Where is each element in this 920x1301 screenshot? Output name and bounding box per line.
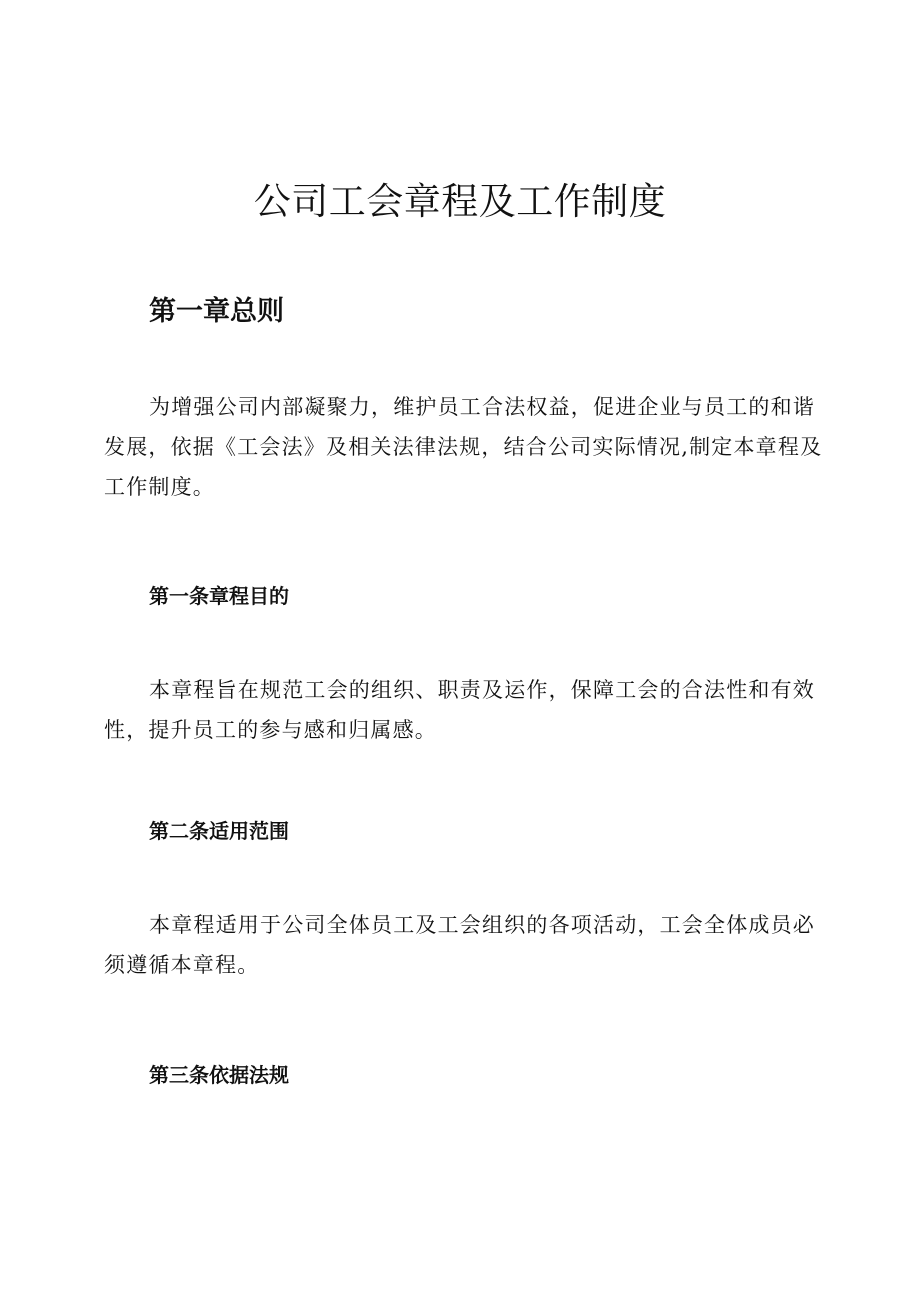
chapter-heading: 第一章总则 — [149, 296, 284, 327]
document-title: 公司工会章程及工作制度 — [253, 180, 667, 223]
article-1-heading: 第一条章程目的 — [149, 584, 289, 608]
chapter-intro-paragraph: 为增强公司内部凝聚力，维护员工合法权益，促进企业与员工的和谐发展，依据《工会法》及相关法律法规，结合公司实际情况,制定本章程及工作制度。 — [104, 395, 823, 499]
article-1-paragraph: 本章程旨在规范工会的组织、职责及运作，保障工会的合法性和有效性，提升员工的参与感和归属感。 — [104, 678, 815, 742]
article-2-heading: 第二条适用范围 — [149, 819, 289, 843]
article-3-heading: 第三条依据法规 — [149, 1063, 289, 1087]
article-2-paragraph: 本章程适用于公司全体员工及工会组织的各项活动，工会全体成员必须遵循本章程。 — [104, 913, 815, 977]
